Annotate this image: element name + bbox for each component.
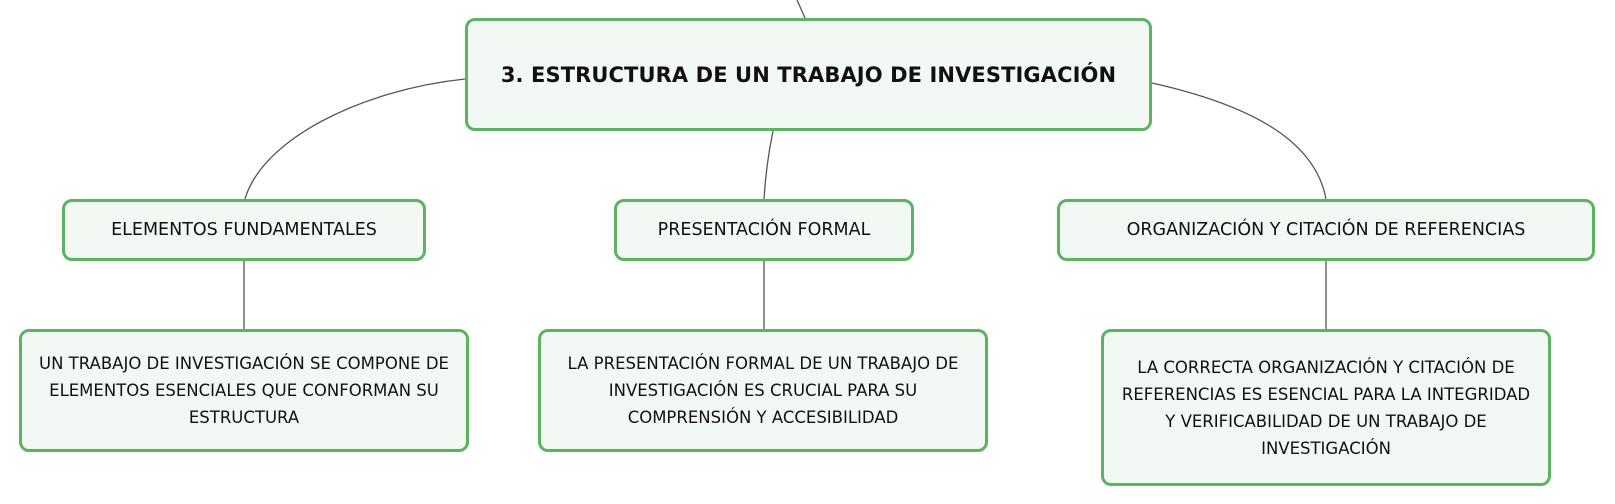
topic-elementos-fundamentales[interactable]: [62, 199, 426, 261]
subtopic-presentacion-detail[interactable]: [538, 329, 988, 452]
root-topic[interactable]: [465, 18, 1152, 131]
topic-label: ORGANIZACIÓN Y CITACIÓN DE REFERENCIAS: [1126, 220, 1526, 240]
root-topic-label: 3. ESTRUCTURA DE UN TRABAJO DE INVESTIGACIÓN: [500, 62, 1117, 87]
connector-parent-to-root: [797, 0, 805, 18]
subtopic-organizacion-detail[interactable]: [1101, 329, 1551, 486]
connector-root-to-presentacion: [764, 131, 773, 199]
topic-label: ELEMENTOS FUNDAMENTALES: [111, 220, 377, 240]
connector-root-to-elementos: [245, 79, 465, 199]
topic-organizacion-citacion[interactable]: [1057, 199, 1595, 261]
subtopic-text: LA CORRECTA ORGANIZACIÓN Y CITACIÓN DE REFERENCIAS ES ESENCIAL PARA LA INTEGRIDAD Y VERIFICABILIDAD DE UN TRABAJO DE INVESTIGACIÓN: [1121, 357, 1531, 458]
connector-root-to-organizacion: [1152, 83, 1326, 199]
topic-label: PRESENTACIÓN FORMAL: [657, 220, 871, 240]
subtopic-elementos-detail[interactable]: [19, 329, 469, 452]
topic-presentacion-formal[interactable]: [614, 199, 914, 261]
subtopic-text: LA PRESENTACIÓN FORMAL DE UN TRABAJO DE INVESTIGACIÓN ES CRUCIAL PARA SU COMPRENSIÓN Y ACCESIBILIDAD: [567, 354, 959, 427]
subtopic-text: UN TRABAJO DE INVESTIGACIÓN SE COMPONE DE ELEMENTOS ESENCIALES QUE CONFORMAN SU ESTRUCTURA: [39, 354, 449, 427]
